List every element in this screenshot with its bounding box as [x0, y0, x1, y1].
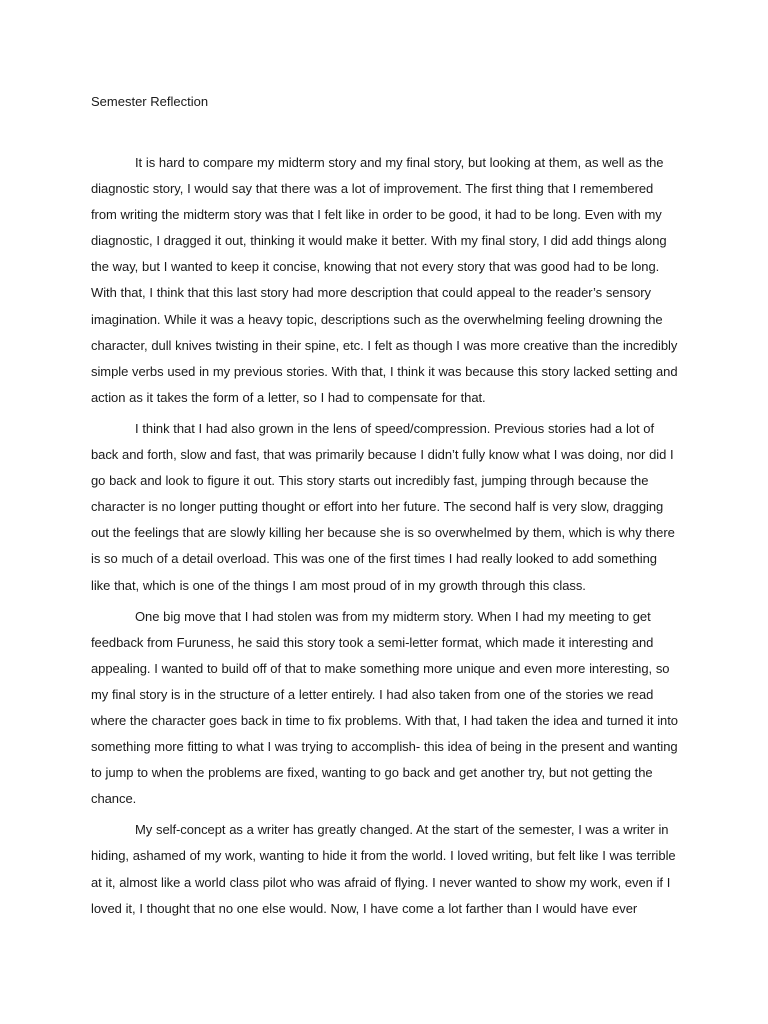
document-title: Semester Reflection	[91, 94, 209, 109]
paragraph-3: One big move that I had stolen was from my midterm story. When I had my meeting to get feedback from Furuness, he said this story took a semi-letter format, which made it interesting and appealing. I wanted to build off of that to make something more unique and even more interesting, so my final story is in the structure of a letter entirely. I had also taken from one of the stories we read where the character goes back in time to fix problems. With that, I had taken the idea and turned it into something more fitting to what I was trying to accomplish- this idea of being in the present and wanting to jump to when the problems are fixed, wanting to go back and get another try, but not getting the chance.	[91, 608, 678, 807]
paragraph-2: I think that I had also grown in the lens of speed/compression. Previous stories had a lot of back and forth, slow and fast, that was primarily because I didn’t fully know what I was doing, nor did I go back and look to figure it out. This story starts out incredibly fast, jumping through because the character is no longer putting thought or effort into her future. The second half is very slow, dragging out the feelings that are slowly killing her because she is so overwhelmed by them, which is why there is so much of a detail overload. This was one of the first times I had really looked to add something like that, which is one of the things I am most proud of in my growth through this class.	[91, 420, 675, 593]
document-body	[91, 150, 678, 922]
paragraph-4: My self-concept as a writer has greatly changed. At the start of the semester, I was a writer in hiding, ashamed of my work, wanting to hide it from the world. I loved writing, but felt like I was terrible at it, almost like a world class pilot who was afraid of flying. I never wanted to show my work, even if I loved it, I thought that no one else would. Now, I have come a lot farther than I would have ever	[91, 822, 676, 916]
paragraph-1: It is hard to compare my midterm story and my final story, but looking at them, as well as the diagnostic story, I would say that there was a lot of improvement. The first thing that I remembered from writing the midterm story was that I felt like in order to be good, it had to be long. Even with my diagnostic, I dragged it out, thinking it would make it better. With my final story, I did add things along the way, but I wanted to keep it concise, knowing that not every story that was good had to be long. With that, I think that this last story had more description that could appeal to the reader’s sensory imagination. While it was a heavy topic, descriptions such as the overwhelming feeling drowning the character, dull knives twisting in their spine, etc. I felt as though I was more creative than the incredibly simple verbs used in my previous stories. With that, I think it was because this story lacked setting and action as it takes the form of a letter, so I had to compensate for that.	[91, 155, 678, 405]
